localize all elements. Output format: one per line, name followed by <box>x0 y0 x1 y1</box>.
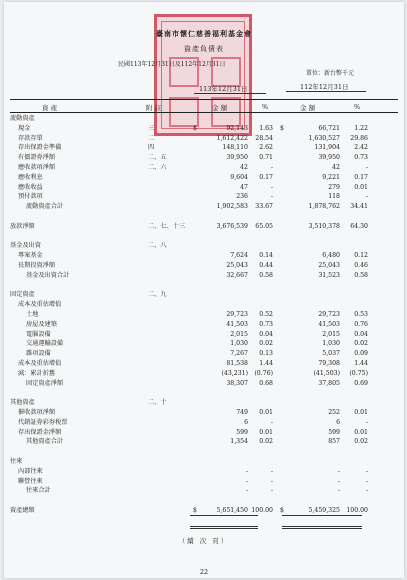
statement-row <box>10 251 396 261</box>
amount-2023: 39,950 <box>318 154 340 162</box>
pct-2024: 0.01 <box>259 428 273 436</box>
statement-row <box>10 241 396 251</box>
statement-row <box>10 310 396 320</box>
col-pct1-header: % <box>262 103 269 111</box>
pct-2023: 0.09 <box>354 350 368 358</box>
pct-2024: - <box>270 467 273 475</box>
header-rule-top <box>10 99 398 100</box>
pct-2023: - <box>365 164 368 171</box>
statement-row <box>10 477 396 487</box>
row-label: 催收款項淨額 <box>18 409 56 416</box>
pct-2024: 0.13 <box>259 350 273 358</box>
row-label: 其他資產合計 <box>26 438 64 446</box>
row-label: 其他資產 <box>10 399 35 407</box>
spacer-row <box>10 281 396 291</box>
pct-2024: 65.05 <box>255 222 273 230</box>
amount-2024: 41,503 <box>226 320 248 328</box>
statement-row <box>10 124 396 134</box>
amount-2023: 599 <box>328 428 340 436</box>
amount-2024: - <box>245 477 248 485</box>
report-title: 資產負債表 <box>184 45 224 53</box>
pct-2023: 1.44 <box>354 360 368 367</box>
amount-2023: 252 <box>328 409 340 416</box>
statement-row <box>10 428 396 438</box>
row-note: 二、九 <box>148 291 167 299</box>
row-label: 資產總額 <box>10 507 35 514</box>
pct-2024: 28.54 <box>255 134 273 142</box>
amount-2024: 749 <box>236 409 248 416</box>
statement-row <box>10 398 396 408</box>
amount-2023: 5,459,325 <box>308 507 340 514</box>
row-label: 房屋及建築 <box>26 320 57 328</box>
spacer-row <box>10 212 396 222</box>
row-note: 二、十 <box>148 399 167 407</box>
pct-2024: - <box>270 477 273 485</box>
amount-2024: 2,015 <box>230 330 248 338</box>
statement-row <box>10 271 396 281</box>
col-pct2-header: % <box>354 103 361 111</box>
statement-row <box>10 486 396 496</box>
statement-row <box>10 192 396 202</box>
amount-2023: 857 <box>328 438 340 446</box>
pct-2023: 29.86 <box>350 134 368 142</box>
statement-row <box>10 183 396 193</box>
col-note-header: 附 註 <box>146 104 162 112</box>
pct-2024: 0.73 <box>259 320 273 328</box>
amount-2024: - <box>245 487 248 495</box>
row-note: 二 <box>148 134 155 142</box>
amount-2023: 279 <box>328 183 340 191</box>
pct-2023: 0.76 <box>354 320 368 328</box>
amount-2023: (41,503) <box>313 369 340 377</box>
row-label: 固定資產 <box>10 291 35 299</box>
amount-2024: 1,354 <box>230 438 248 446</box>
amount-2024: 148,110 <box>222 144 248 152</box>
row-label: 往來合計 <box>26 487 51 495</box>
row-label: 基金及出資 <box>10 242 41 250</box>
row-label: 預付款項 <box>18 193 43 201</box>
statement-row <box>10 290 396 300</box>
pct-2024: 0.14 <box>259 252 273 260</box>
statement-row <box>10 330 396 340</box>
header-rule-bottom <box>10 112 398 113</box>
amount-2023: 41,503 <box>318 320 340 328</box>
statement-row <box>10 134 396 144</box>
pct-2024: 0.02 <box>259 340 273 348</box>
page-number: 22 <box>199 568 209 576</box>
amount-2023: - <box>337 477 340 485</box>
statement-row <box>10 153 396 163</box>
pct-2024: 33.67 <box>255 203 273 211</box>
currency-symbol: $ <box>280 124 284 132</box>
pct-2023: (0.75) <box>349 369 368 377</box>
amount-2023: 25,043 <box>318 262 340 269</box>
pct-2024: 0.71 <box>259 154 273 162</box>
row-label: 流動資產 <box>10 115 35 122</box>
continued-note: （續 次 頁） <box>178 537 230 545</box>
pct-2023: - <box>365 418 368 426</box>
statement-page <box>4 2 404 578</box>
amount-2024: 1,030 <box>230 340 248 348</box>
pct-2023: 0.01 <box>354 428 368 436</box>
pct-2024: - <box>270 193 273 201</box>
row-label: 存出保證金淨額 <box>18 428 62 436</box>
row-label: 內部往來 <box>18 467 43 475</box>
row-label: 雜項設備 <box>26 350 51 358</box>
pct-2024: 0.58 <box>259 271 273 279</box>
pct-2023: 1.22 <box>354 124 368 132</box>
statement-row <box>10 418 396 428</box>
amount-2023: 6,480 <box>322 252 340 260</box>
amount-2024: - <box>245 467 248 475</box>
pct-2023: 0.01 <box>354 409 368 416</box>
statement-row <box>10 163 396 173</box>
amount-2023: 79,308 <box>318 360 340 367</box>
pct-2023: 2.42 <box>354 144 368 152</box>
statement-row <box>10 369 396 379</box>
amount-2024: 5,651,450 <box>216 507 248 514</box>
row-label: 電腦設備 <box>26 330 51 338</box>
amount-2023: 5,037 <box>322 350 340 358</box>
row-label: 專案基金 <box>18 252 43 260</box>
currency-symbol: $ <box>193 124 197 132</box>
row-label: 聯營往來 <box>18 477 43 485</box>
statement-row <box>10 408 396 418</box>
spacer-row <box>10 496 396 506</box>
amount-2023: - <box>337 487 340 495</box>
amount-2023: - <box>337 467 340 475</box>
spacer-row <box>10 232 396 242</box>
amount-2024: 599 <box>236 428 248 436</box>
amount-2024: 38,307 <box>226 379 248 387</box>
amount-2024: 9,604 <box>230 173 248 181</box>
col-amount1-header: 金 額 <box>212 104 228 112</box>
pct-2024: 1.44 <box>259 360 273 367</box>
amount-2023: 29,723 <box>318 311 340 318</box>
pct-2023: 0.02 <box>354 340 368 348</box>
row-label: 往來 <box>10 458 23 465</box>
amount-2024: 81,538 <box>226 360 248 367</box>
statement-row <box>10 467 396 477</box>
pct-2023: 0.17 <box>354 173 368 181</box>
row-label: 減：累計折舊 <box>18 369 56 377</box>
pct-2023: 0.01 <box>354 183 368 191</box>
currency-symbol: $ <box>280 507 284 514</box>
report-period: 民國113年12月31日及112年12月31日 <box>118 61 226 68</box>
amount-2024: 32,667 <box>226 271 248 279</box>
statement-row <box>10 349 396 359</box>
col-item-header: 資 產 <box>42 104 58 112</box>
pct-2023: 64.30 <box>350 222 368 230</box>
amount-2023: 42 <box>332 164 340 171</box>
pct-2023: 0.46 <box>354 262 368 269</box>
row-note: 二、八 <box>148 242 167 250</box>
amount-2023: 3,510,378 <box>308 222 340 230</box>
row-label: 土地 <box>26 311 39 318</box>
amount-2023: 2,015 <box>322 330 340 338</box>
pct-2023: 0.69 <box>354 379 368 387</box>
pct-2024: (0.76) <box>254 369 273 377</box>
amount-2024: 29,723 <box>226 311 248 318</box>
pct-2024: 0.02 <box>259 438 273 446</box>
amount-2024: 1,902,583 <box>216 203 248 211</box>
col-amount2-header: 金 額 <box>300 104 316 112</box>
amount-2023: 131,904 <box>314 144 340 152</box>
row-label: 放款淨額 <box>10 222 35 230</box>
row-label: 流動資產合計 <box>26 203 64 211</box>
amount-2024: 7,624 <box>230 252 248 260</box>
pct-2024: 0.44 <box>259 262 273 269</box>
pct-2024: 2.62 <box>259 144 273 152</box>
amount-2024: 92,143 <box>226 124 248 132</box>
amount-2023: 1,630,527 <box>308 134 340 142</box>
year2-header: 112年12月31日 <box>300 83 349 91</box>
pct-2024: 0.01 <box>259 409 273 416</box>
pct-2024: 0.52 <box>259 311 273 318</box>
amount-2024: 47 <box>240 183 248 191</box>
row-label: 現金 <box>18 124 31 132</box>
pct-2023: - <box>365 477 368 485</box>
pct-2024: - <box>270 418 273 426</box>
amount-2023: 66,721 <box>318 124 340 132</box>
statement-row <box>10 261 396 271</box>
amount-2024: 236 <box>236 193 248 201</box>
pct-2023: 0.12 <box>354 252 368 260</box>
row-label: 存出保證金準備 <box>18 144 62 152</box>
row-label: 應收款項淨額 <box>18 164 56 171</box>
row-label: 存款存單 <box>18 134 43 142</box>
amount-2024: 1,612,422 <box>216 134 248 142</box>
pct-2023: 0.02 <box>354 438 368 446</box>
amount-2024: 25,043 <box>226 262 248 269</box>
pct-2024: 0.68 <box>259 379 273 387</box>
pct-2023: 0.04 <box>354 330 368 338</box>
statement-row <box>10 173 396 183</box>
amount-2024: 42 <box>240 164 248 171</box>
pct-2024: 100.00 <box>251 507 273 514</box>
row-label: 固定資產淨額 <box>26 379 64 387</box>
currency-symbol: $ <box>193 507 197 514</box>
row-label: 有價證券淨額 <box>18 154 56 162</box>
pct-2023: 0.58 <box>354 271 368 279</box>
statement-row <box>10 437 396 447</box>
row-label: 成本及重估增值 <box>18 301 62 309</box>
pct-2023: - <box>365 487 368 495</box>
spacer-row <box>10 447 396 457</box>
pct-2023: - <box>365 467 368 475</box>
statement-row <box>10 222 396 232</box>
pct-2024: 0.04 <box>259 330 273 338</box>
row-label: 交通運輸設備 <box>26 340 64 348</box>
pct-2023: 100.00 <box>346 507 368 514</box>
amount-2023: 1,878,762 <box>308 203 340 211</box>
amount-2024: 7,267 <box>230 350 248 358</box>
row-note: 二、五 <box>148 154 167 162</box>
pct-2023: 0.73 <box>354 154 368 162</box>
company-name: 臺南市懷仁慈善福利基金會 <box>156 29 252 38</box>
amount-2024: 6 <box>244 418 248 426</box>
row-label: 基金及出資合計 <box>26 271 70 279</box>
spacer-row <box>10 388 396 398</box>
pct-2023: 0.53 <box>354 311 368 318</box>
statement-row <box>10 320 396 330</box>
amount-2023: 9,221 <box>322 173 340 181</box>
year1-header: 113年12月31日 <box>199 85 248 93</box>
statement-row <box>10 143 396 153</box>
amount-2023: 118 <box>328 193 340 201</box>
statement-row <box>10 339 396 349</box>
unit-label: 單位：新台幣千元 <box>306 70 355 77</box>
pct-2024: - <box>270 164 273 171</box>
amount-2023: 1,030 <box>322 340 340 348</box>
pct-2023: - <box>365 193 368 201</box>
pct-2024: 0.17 <box>259 173 273 181</box>
row-label: 應收利息 <box>18 173 43 181</box>
row-label: 應收收益 <box>18 183 43 191</box>
row-label: 代銷証券彩券稅票 <box>18 418 68 426</box>
row-label: 成本及重估增值 <box>18 360 62 367</box>
row-note: 二、六 <box>148 164 167 171</box>
amount-2024: 39,950 <box>226 154 248 162</box>
row-label: 長期投資淨額 <box>18 262 56 269</box>
statement-row <box>10 457 396 467</box>
amount-2024: 3,676,539 <box>216 222 248 230</box>
row-note: 三 <box>148 124 155 132</box>
row-note: 四 <box>148 144 155 152</box>
pct-2023: 34.41 <box>350 203 368 211</box>
amount-2024: (43,231) <box>221 369 248 377</box>
statement-row <box>10 359 396 369</box>
statement-row <box>10 300 396 310</box>
statement-row <box>10 202 396 212</box>
pct-2024: - <box>270 183 273 191</box>
pct-2024: 1.63 <box>259 124 273 132</box>
pct-2024: - <box>270 487 273 495</box>
statement-row <box>10 114 396 124</box>
amount-2023: 37,805 <box>318 379 340 387</box>
statement-row <box>10 379 396 389</box>
amount-2023: 31,523 <box>318 271 340 279</box>
row-note: 二、七、十三 <box>148 222 186 230</box>
amount-2023: 6 <box>336 418 340 426</box>
